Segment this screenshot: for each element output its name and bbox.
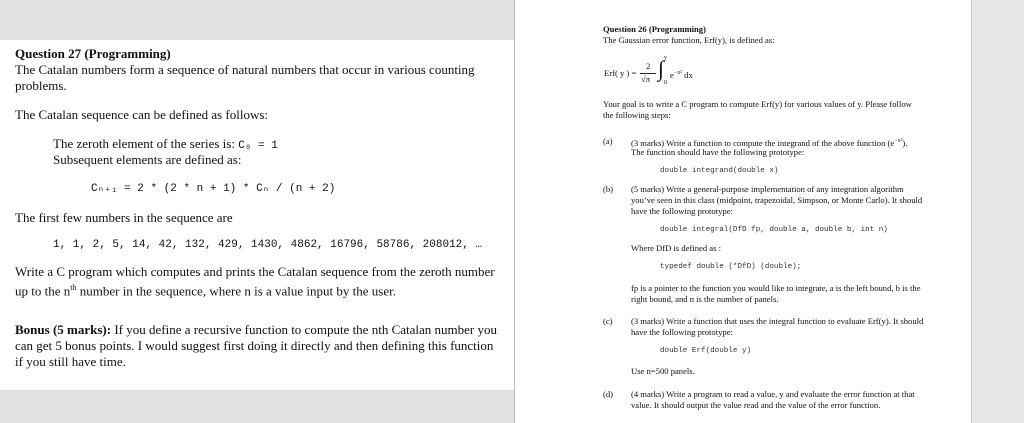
part-b-prototype: double integral(DfD fp, double a, double b, int n) bbox=[660, 226, 888, 234]
part-b-typedef: typedef double (*DfD) (double); bbox=[660, 263, 802, 271]
erf-integrand-e: e bbox=[670, 69, 674, 80]
q27-subsequent: Subsequent elements are defined as: bbox=[53, 152, 242, 167]
erf-equation-numerator: 2 bbox=[646, 61, 651, 71]
q26-goal-line-1: Your goal is to write a C program to compute Erf(y) for various values of y. Please follow bbox=[603, 99, 912, 109]
part-b-line-2: you’ve seen in this class (midpoint, trapezoidal, Simpson, or Monte Carlo). It should bbox=[631, 195, 923, 205]
part-d-label: (d) bbox=[603, 389, 614, 399]
part-b-line-3: have the following prototype: bbox=[631, 206, 733, 216]
q26-subtitle: The Gaussian error function, Erf(y), is defined as: bbox=[603, 35, 775, 45]
q27-write-line-2 bbox=[15, 280, 396, 299]
q27-intro-line-2: problems. bbox=[15, 78, 67, 93]
q27-bonus-line-2: can get 5 bonus points. I would suggest first doing it directly and then defining this function bbox=[15, 338, 494, 353]
q27-bonus-label: Bonus (5 marks): bbox=[15, 322, 112, 337]
erf-integrand-dx: dx bbox=[682, 69, 693, 80]
erf-integrand-exponent: −x² bbox=[673, 70, 683, 76]
q27-bonus-text-1: If you define a recursive function to compute the nth Catalan number you bbox=[111, 322, 497, 337]
part-b-where: Where DfD is defined as : bbox=[631, 243, 721, 253]
part-b-line-1: (5 marks) Write a general-purpose implementation of any integration algorithm bbox=[631, 184, 904, 194]
q26-goal-line-2: the following steps: bbox=[603, 110, 671, 120]
part-b-fp-line-2: right bound, and n is the number of panels. bbox=[631, 294, 779, 304]
erf-lower-bound: 0 bbox=[664, 80, 667, 86]
part-a-sup: −x² bbox=[894, 138, 903, 144]
part-c-line-1: (3 marks) Write a function that uses the integral function to evaluate Erf(y). It should bbox=[631, 316, 924, 326]
q27-bonus-line-1 bbox=[15, 322, 497, 338]
integral-sign-icon: ∫ bbox=[658, 56, 665, 81]
q27-zeroth-text: The zeroth element of the series is: bbox=[53, 136, 239, 151]
part-c-prototype: double Erf(double y) bbox=[660, 347, 752, 355]
right-question-page bbox=[515, 0, 971, 423]
part-d-line-2: value. It should output the value read and the value of the error function. bbox=[631, 400, 881, 410]
q27-write-line-1: Write a C program which computes and prints the Catalan sequence from the zeroth number bbox=[15, 264, 495, 279]
left-page-top-margin bbox=[0, 0, 514, 40]
part-c-use-panels: Use n=500 panels. bbox=[631, 366, 695, 376]
part-b-fp-line-1: fp is a pointer to the function you would like to integrate, a is the left bound, b is the bbox=[631, 283, 921, 293]
erf-equation-denominator: √π bbox=[641, 74, 651, 84]
q27-first-few: The first few numbers in the sequence are bbox=[15, 210, 233, 225]
erf-integrand bbox=[670, 68, 693, 81]
q27-title: Question 27 (Programming) bbox=[15, 46, 171, 61]
q26-title: Question 26 (Programming) bbox=[603, 24, 706, 34]
part-b-label: (b) bbox=[603, 184, 614, 194]
part-a-text-1b: ). bbox=[902, 137, 908, 148]
part-c-label: (c) bbox=[603, 316, 613, 326]
erf-equation-lhs: Erf( y ) = bbox=[604, 68, 637, 78]
q27-write-2b: number in the sequence, where n is a value input by the user. bbox=[76, 283, 396, 299]
q27-defined-as: The Catalan sequence can be defined as follows: bbox=[15, 107, 269, 122]
part-c-line-2: have the following prototype: bbox=[631, 327, 733, 337]
q27-intro-line-1: The Catalan numbers form a sequence of natural numbers that occur in various counting bbox=[15, 62, 475, 77]
q27-recurrence-formula: Cₙ₊₁ = 2 * (2 * n + 1) * Cₙ / (n + 2) bbox=[91, 183, 336, 195]
left-page-bottom-margin bbox=[0, 390, 514, 423]
right-margin-strip bbox=[971, 0, 1024, 423]
part-a-line-2: The function should have the following prototype: bbox=[631, 147, 805, 157]
part-a-label: (a) bbox=[603, 136, 613, 146]
q27-sequence: 1, 1, 2, 5, 14, 42, 132, 429, 1430, 4862, 16796, 58786, 208012, … bbox=[53, 239, 483, 251]
part-a-prototype: double integrand(double x) bbox=[660, 167, 779, 175]
erf-upper-bound: y bbox=[664, 55, 667, 61]
q27-write-2a: up to the n bbox=[15, 283, 71, 299]
q27-write-sup: th bbox=[70, 283, 77, 292]
q27-zeroth-value: C₀ = 1 bbox=[238, 140, 278, 152]
part-a-text-1: (3 marks) Write a function to compute the integrand of the above function (e bbox=[631, 137, 895, 148]
q27-bonus-line-3: if you still have time. bbox=[15, 354, 126, 369]
part-d-line-1: (4 marks) Write a program to read a value, y and evaluate the error function at that bbox=[631, 389, 915, 399]
